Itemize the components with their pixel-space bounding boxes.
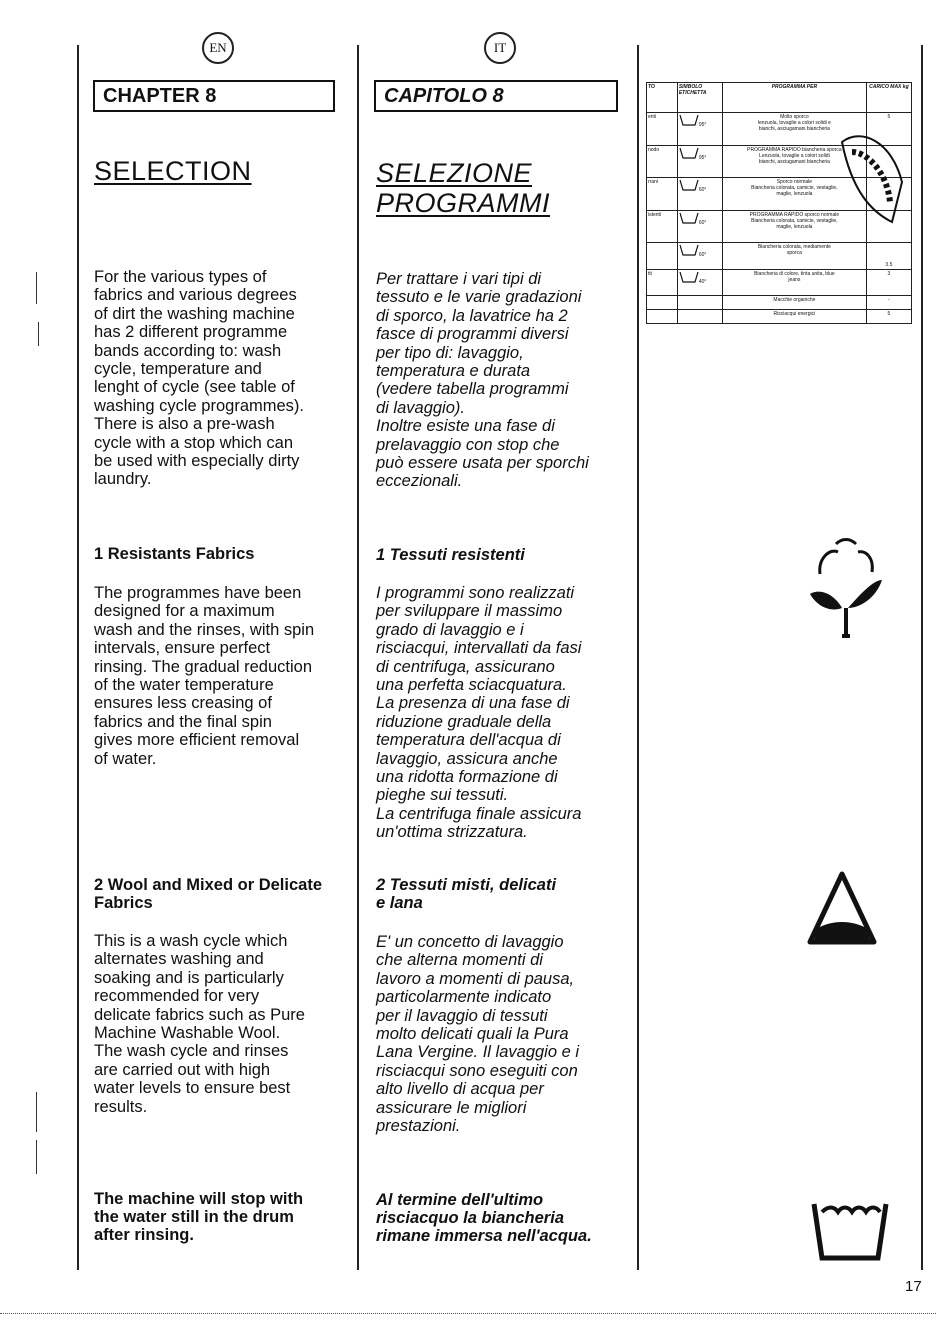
wash-temp-symbol: 95° <box>677 145 722 178</box>
page-number: 17 <box>905 1278 922 1295</box>
table-cell: 5 <box>866 310 911 324</box>
en-chapter-heading: CHAPTER 8 <box>93 80 335 112</box>
table-cell: 3 <box>866 269 911 295</box>
margin-mark <box>36 1092 37 1132</box>
table-cell: 3.5 <box>866 243 911 269</box>
column-rule-edge <box>921 45 923 1270</box>
en-section-1-heading: 1 Resistants Fabrics <box>94 545 255 563</box>
it-intro-text: Per trattare i vari tipi di tessuto e le varie gradazioni di sporco, la lavatrice ha 2 fasce di programmi diversi per tipo di: lavaggio, temperatura e durata (vedere tabella programmi di lavaggio). Inoltre esiste una fase di prelavaggio con stop che può essere usata per sporchi eccezionali. <box>376 270 589 491</box>
table-cell: Macchie organiche <box>723 296 867 310</box>
table-cell: 5 <box>866 113 911 146</box>
table-header-cell: PROGRAMMA PER <box>723 83 867 113</box>
cotton-flower-icon <box>806 536 886 642</box>
table-cell: nodo <box>647 145 678 178</box>
wash-temp-symbol: 40° <box>677 269 722 295</box>
margin-mark <box>38 322 39 346</box>
table-cell: Biancheria di colore, tinta unita, blue jeans <box>723 269 867 295</box>
table-header-cell: SIMBOLO ETICHETTA <box>677 83 722 113</box>
table-row <box>647 269 912 295</box>
it-closing-note: Al termine dell'ultimo risciacquo la biancheria rimane immersa nell'acqua. <box>376 1191 592 1245</box>
en-section-1-text: The programmes have been designed for a maximum wash and the rinses, with spin intervals, ensure perfect rinsing. The gradual reduction of the water temperature ensures less creasing of fabrics and the final spin gives more efficient removal of water. <box>94 584 315 768</box>
table-cell: istenti <box>647 210 678 243</box>
table-cell: Biancheria colorata, mediamente sporca <box>723 243 867 269</box>
table-cell: rrani <box>647 178 678 211</box>
wash-temp-symbol: 60° <box>677 210 722 243</box>
it-section-1-text: I programmi sono realizzati per sviluppare il massimo grado di lavaggio e i risciacqui, intervallati da fasi di centrifuga, assicurano una perfetta sciacquatura. La presenza di una fase di riduzione graduale della temperatura dell'acqua di lavaggio, assicura anche una ridotta formazione di pieghe sui tessuti. La centrifuga finale assicura un'ottima strizzatura. <box>376 584 582 842</box>
programme-table <box>646 82 912 324</box>
iron-icon <box>832 122 912 232</box>
table-cell <box>677 310 722 324</box>
table-cell <box>647 310 678 324</box>
en-section-2-heading: 2 Wool and Mixed or Delicate Fabrics <box>94 876 322 912</box>
margin-mark <box>36 1140 37 1174</box>
table-row <box>647 296 912 310</box>
table-cell: Molto sporco lenzuola, tovaglie a colori solidi e bianchi, asciugamani biancheria <box>723 113 867 146</box>
wash-temp-symbol: 60° <box>677 243 722 269</box>
page-bottom-rule <box>0 1313 936 1314</box>
table-header-cell: TO <box>647 83 678 113</box>
column-rule-right <box>637 45 639 1270</box>
wash-tub-icon <box>810 1198 890 1262</box>
en-language-badge: EN <box>202 32 234 64</box>
wash-tub-icon <box>679 271 699 283</box>
table-cell: enti <box>647 113 678 146</box>
table-cell <box>677 296 722 310</box>
en-page-title: SELECTION <box>94 156 252 186</box>
table-cell: Risciacqui energici <box>723 310 867 324</box>
en-closing-note: The machine will stop with the water still in the drum after rinsing. <box>94 1190 304 1244</box>
wash-temp-symbol: 95° <box>677 113 722 146</box>
wash-tub-icon <box>679 244 699 256</box>
table-cell: tti <box>647 269 678 295</box>
wash-tub-icon <box>679 212 699 224</box>
it-section-2-text: E' un concetto di lavaggio che alterna momenti di lavoro a momenti di pausa, particolarmente indicato per il lavaggio di tessuti molto delicati quali la Pura Lana Vergine. Il lavaggio e i risciacqui sono eseguiti con alto livello di acqua per assicurare le migliori prestazioni. <box>376 933 580 1136</box>
wash-tub-icon <box>679 179 699 191</box>
wash-tub-icon <box>679 147 699 159</box>
table-cell: PROGRAMMA RAPIDO sporco normale Biancheria colorata, camicie, vestaglie, maglie, lenzuola <box>723 210 867 243</box>
table-cell <box>647 296 678 310</box>
hand-wash-tub-icon <box>804 868 880 950</box>
margin-mark <box>36 272 37 304</box>
wash-temp-symbol: 60° <box>677 178 722 211</box>
table-row <box>647 310 912 324</box>
it-chapter-heading: CAPITOLO 8 <box>374 80 618 112</box>
column-rule-left <box>77 45 79 1270</box>
it-language-badge: IT <box>484 32 516 64</box>
table-row <box>647 243 912 269</box>
en-section-2-text: This is a wash cycle which alternates washing and soaking and is particularly recommended for very delicate fabrics such as Pure Machine Washable Wool. The wash cycle and rinses are carried out with high water levels to ensure best results. <box>94 932 305 1116</box>
it-page-title: SELEZIONE PROGRAMMI <box>376 158 551 218</box>
it-section-1-heading: 1 Tessuti resistenti <box>376 546 525 564</box>
table-cell: PROGRAMMA RAPIDO biancheria sporca Lenzuola, tovaglie a colori solidi bianchi, asciugamani biancheria <box>723 145 867 178</box>
table-cell <box>647 243 678 269</box>
column-rule-middle <box>357 45 359 1270</box>
table-header-row <box>647 83 912 113</box>
table-header-cell: CARICO MAX kg <box>866 83 911 113</box>
table-cell: Sporco normale Biancheria colorata, camicie, vestaglie, maglie, lenzuola <box>723 178 867 211</box>
wash-tub-icon <box>679 114 699 126</box>
table-cell: - <box>866 296 911 310</box>
en-intro-text: For the various types of fabrics and various degrees of dirt the washing machine has 2 different programme bands according to: wash cycle, temperature and lenght of cycle (see table of washing cycle programmes). There is also a pre-wash cycle with a stop which can be used with especially dirty laundry. <box>94 268 304 489</box>
it-section-2-heading: 2 Tessuti misti, delicati e lana <box>376 876 557 912</box>
